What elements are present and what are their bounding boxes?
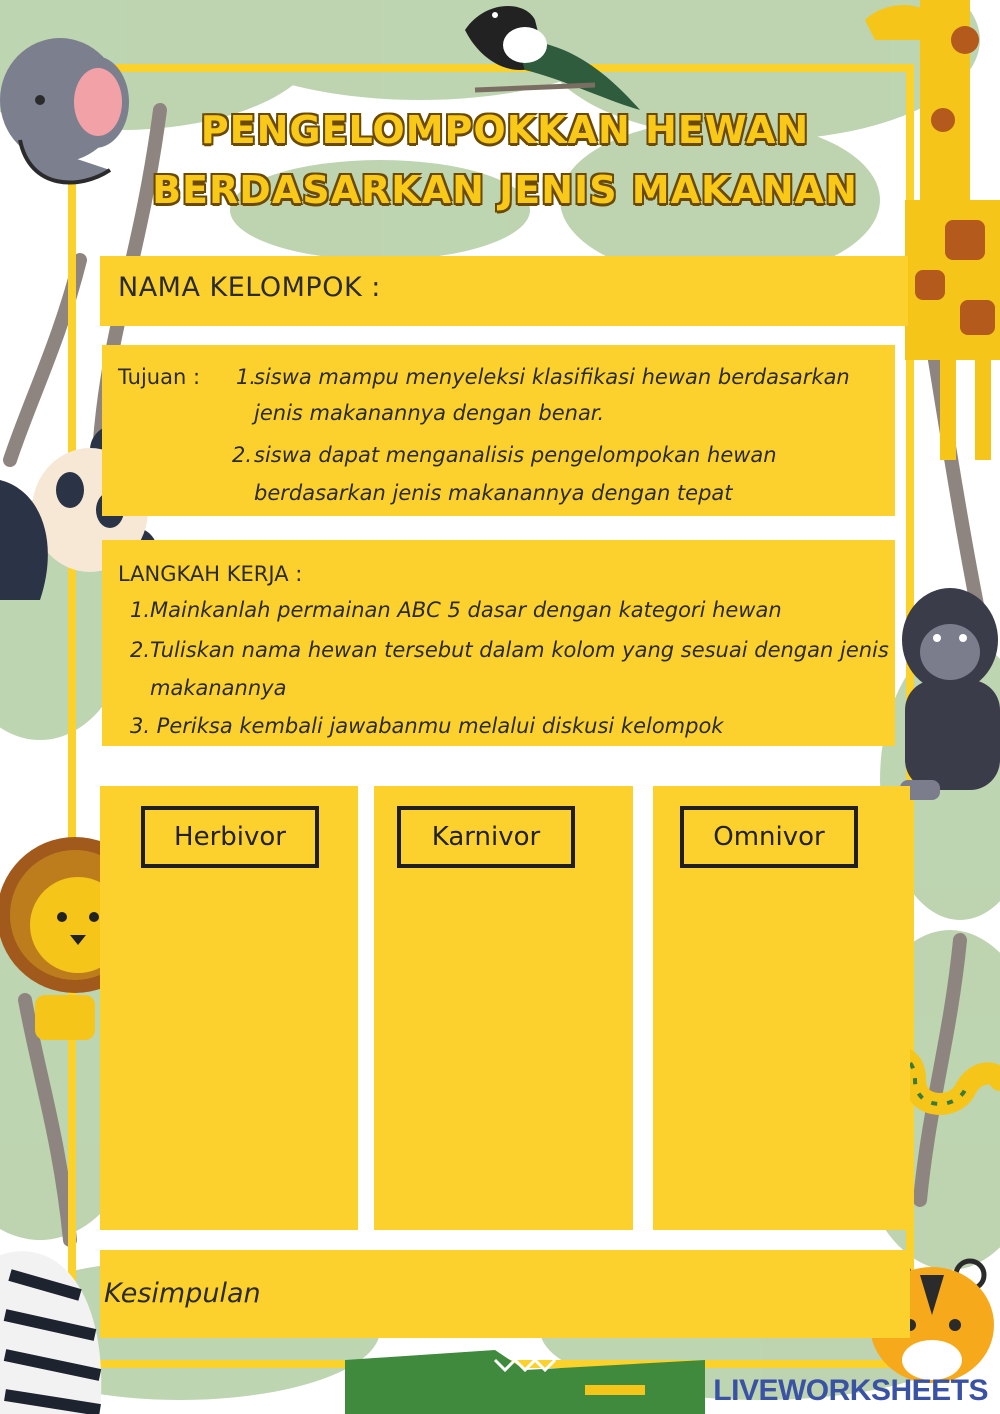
omnivore-column[interactable]: [653, 786, 910, 1230]
step-2-line2: makanannya: [150, 676, 287, 700]
objective-1-num: 1.: [236, 365, 257, 389]
elephant-icon: [0, 20, 135, 190]
steps-panel: [102, 540, 895, 746]
step-2-line1: Tuliskan nama hewan tersebut dalam kolom yang sesuai dengan jenis: [150, 638, 889, 662]
objective-2-line1: siswa dapat menganalisis pengelompokan hewan: [254, 443, 777, 467]
omnivore-heading: Omnivor: [680, 806, 858, 868]
title-line-1: PENGELOMPOKKAN HEWAN: [200, 108, 810, 152]
carnivore-column[interactable]: [374, 786, 633, 1230]
title-line-2: BERDASARKAN JENIS MAKANAN: [152, 168, 858, 212]
step-3-line1: Periksa kembali jawabanmu melalui diskusi kelompok: [150, 714, 724, 738]
crocodile-icon: [345, 1330, 705, 1414]
herbivore-heading: Herbivor: [141, 806, 319, 868]
step-1-num: 1.: [130, 598, 151, 622]
group-name-panel: [100, 256, 908, 326]
magpie-bird-icon: [455, 0, 645, 120]
objectives-label: Tujuan :: [118, 365, 201, 389]
objective-2-line2: berdasarkan jenis makanannya dengan tepat: [254, 481, 733, 505]
herbivore-column[interactable]: [100, 786, 358, 1230]
group-name-label: NAMA KELOMPOK :: [118, 272, 381, 303]
liveworksheets-logo: LIVEWORKSHEETS: [713, 1374, 988, 1407]
step-1-line1: Mainkanlah permainan ABC 5 dasar dengan kategori hewan: [150, 598, 782, 622]
objective-2-num: 2.: [232, 443, 253, 467]
objective-1-line2: jenis makanannya dengan benar.: [254, 401, 605, 425]
carnivore-heading: Karnivor: [397, 806, 575, 868]
objective-1-line1: siswa mampu menyeleksi klasifikasi hewan berdasarkan: [254, 365, 850, 389]
steps-label: LANGKAH KERJA :: [118, 562, 303, 586]
conclusion-panel[interactable]: [100, 1250, 910, 1338]
gorilla-icon: [895, 580, 1000, 820]
step-2-num: 2.: [130, 638, 151, 662]
objectives-panel: [102, 345, 895, 516]
conclusion-label: Kesimpulan: [104, 1278, 261, 1309]
step-3-num: 3.: [130, 714, 151, 738]
